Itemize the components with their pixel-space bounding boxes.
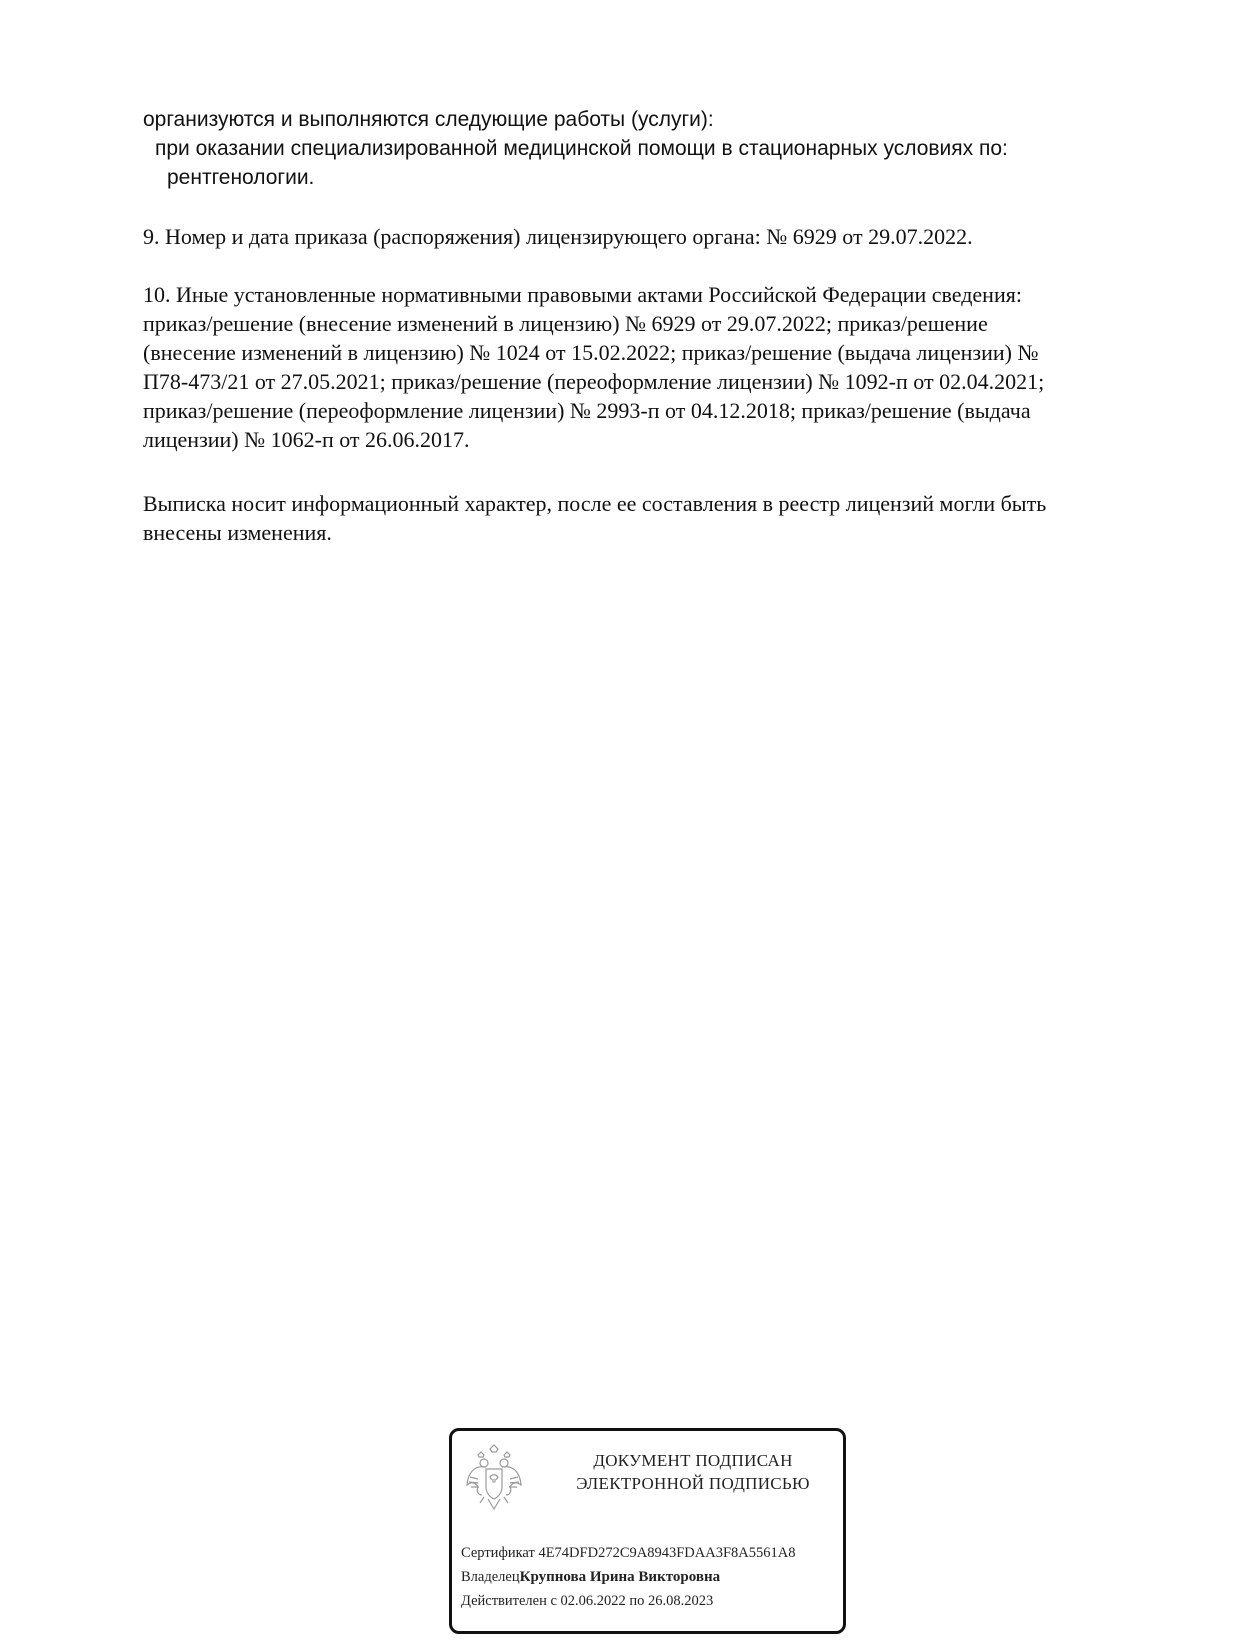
section-10-line: приказ/решение (переоформление лицензии) № 2993-п от 04.12.2018; приказ/решение (выдача	[143, 398, 1031, 423]
russian-coat-of-arms-icon	[464, 1443, 524, 1515]
section-10-line: приказ/решение (внесение изменений в лицензию) № 6929 от 29.07.2022; приказ/решение	[143, 311, 988, 336]
note-line: внесены изменения.	[143, 520, 332, 545]
section-10-other-info	[143, 280, 1143, 454]
owner-row	[461, 1565, 845, 1589]
informational-note	[143, 489, 1143, 547]
certificate-row	[461, 1541, 845, 1565]
services-condition: при оказании специализированной медицинской помощи в стационарных условиях по:	[155, 137, 1008, 160]
stamp-title-line1: ДОКУМЕНТ ПОДПИСАН	[593, 1451, 793, 1470]
section-10-line: лицензии) № 1062-п от 26.06.2017.	[143, 427, 470, 452]
services-intro: организуются и выполняются следующие работы (услуги):	[143, 108, 714, 131]
stamp-title-line2: ЭЛЕКТРОННОЙ ПОДПИСЬЮ	[576, 1474, 810, 1493]
certificate-value: 4E74DFD272C9A8943FDAA3F8A5561A8	[538, 1545, 796, 1561]
section-10-line: 10. Иные установленные нормативными правовыми актами Российской Федерации сведения:	[143, 282, 1022, 307]
owner-value: Крупнова Ирина Викторовна	[519, 1569, 721, 1585]
stamp-title	[548, 1449, 838, 1495]
certificate-label: Сертификат	[461, 1545, 535, 1561]
section-9-order: 9. Номер и дата приказа (распоряжения) лицензирующего органа: № 6929 от 29.07.2022.	[143, 224, 973, 249]
owner-label: Владелец	[461, 1569, 520, 1585]
section-10-line: П78-473/21 от 27.05.2021; приказ/решение (переоформление лицензии) № 1092-п от 02.04.2021;	[143, 369, 1045, 394]
services-section	[143, 105, 1143, 192]
stamp-details	[461, 1541, 845, 1613]
services-item: рентгенологии.	[167, 166, 315, 189]
validity-row: Действителен с 02.06.2022 по 26.08.2023	[461, 1593, 714, 1609]
electronic-signature-stamp	[449, 1428, 846, 1634]
note-line: Выписка носит информационный характер, после ее составления в реестр лицензий могли быть	[143, 491, 1047, 516]
section-10-line: (внесение изменений в лицензию) № 1024 от 15.02.2022; приказ/решение (выдача лицензии) №	[143, 340, 1039, 365]
